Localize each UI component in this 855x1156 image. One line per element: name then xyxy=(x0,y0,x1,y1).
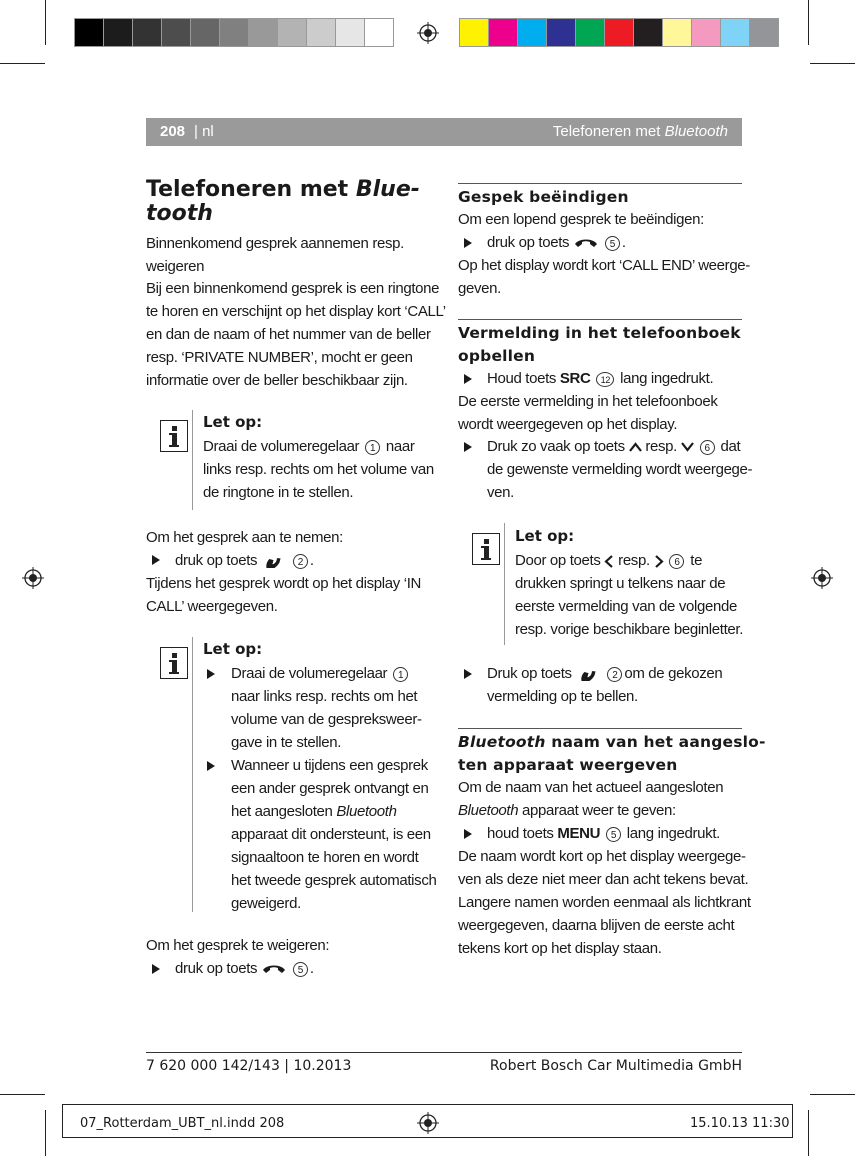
crop-mark xyxy=(45,0,46,45)
chevron-right-icon xyxy=(654,555,664,568)
section-heading-end-call: Gespek beëindigen xyxy=(458,188,629,206)
color-swatch xyxy=(459,18,489,47)
note-heading: Let op: xyxy=(203,413,263,431)
page-header xyxy=(146,118,742,146)
color-swatch xyxy=(633,18,663,47)
bullet-arrow-icon xyxy=(152,964,160,974)
info-icon xyxy=(160,420,188,452)
color-swatch xyxy=(74,18,104,47)
color-swatch xyxy=(488,18,518,47)
info-icon xyxy=(472,533,500,565)
info-icon xyxy=(160,647,188,679)
reject-intro: Om het gesprek te weigeren: xyxy=(146,937,330,954)
phone-hangup-icon xyxy=(573,237,599,249)
note-heading: Let op: xyxy=(203,640,263,658)
section-rule xyxy=(458,319,742,320)
bullet-arrow-icon xyxy=(207,669,215,679)
bullet-arrow-icon xyxy=(464,442,472,452)
bluetooth-intro: Om de naam van het actueel aangesloten Bluetooth apparaat weer te geven: xyxy=(458,779,724,819)
section-heading-bluetooth-name: Bluetooth naam van het aangeslo- ten apparaat weergeven xyxy=(458,733,766,774)
note-heading: Let op: xyxy=(515,527,575,545)
bullet-arrow-icon xyxy=(152,555,160,565)
phonebook-step-1: Houd toets SRC 12 lang ingedrukt. xyxy=(487,370,714,387)
color-swatch xyxy=(662,18,692,47)
color-swatch xyxy=(219,18,249,47)
section-rule xyxy=(458,728,742,729)
bullet-arrow-icon xyxy=(464,669,472,679)
crop-mark xyxy=(0,63,45,64)
phonebook-text: De eerste vermelding in het telefoonboek wordt weergegeven op het display. xyxy=(458,393,718,433)
footer-company: Robert Bosch Car Multimedia GmbH xyxy=(489,1058,742,1074)
accept-step: druk op toets 2 . xyxy=(175,549,314,572)
running-header: Telefoneren met Bluetooth xyxy=(552,123,728,140)
reject-step: druk op toets 5 . xyxy=(175,960,314,977)
chevron-down-icon xyxy=(681,442,694,452)
registration-mark-icon xyxy=(22,567,44,589)
registration-mark-icon xyxy=(417,22,439,44)
note-text: Draai de volumeregelaar 1 naar links resp. rechts om het volume van de ringtone in te stellen. xyxy=(203,438,434,501)
chevron-left-icon xyxy=(604,555,614,568)
note-bullet-second-call: Wanneer u tijdens een gesprek een ander gesprek ontvangt en het aangesloten Bluetooth apparaat dit ondersteunt, is een signaaltoon te horen en wordt het tweede gesprek automatisch geweigerd. xyxy=(231,757,437,912)
color-swatch xyxy=(691,18,721,47)
page-title: Telefoneren met Blue- tooth xyxy=(146,177,420,226)
color-swatch xyxy=(517,18,547,47)
phone-accept-icon xyxy=(576,667,602,681)
bullet-arrow-icon xyxy=(464,829,472,839)
note-text: Door op toets resp. 6 te drukken springt u telkens naar de eerste vermelding van de volgende resp. vorige beschikbare beginletter. xyxy=(515,552,744,638)
note-divider xyxy=(504,523,505,645)
slug-date: 15.10.13 11:30 xyxy=(690,1116,790,1131)
page-number: 208 xyxy=(160,123,186,140)
bluetooth-text: De naam wordt kort op het display weergege- ven als deze niet meer dan acht tekens bevat. Langere namen worden eenmaal als lichtkrant weergegeven, daarna blijven de eerste acht tekens kort op het display staan. xyxy=(458,848,751,957)
subheading-accept-reject: Binnenkomend gesprek aannemen resp. weigeren xyxy=(146,235,404,275)
phone-hangup-icon xyxy=(261,963,287,975)
crop-mark xyxy=(810,1094,855,1095)
crop-mark xyxy=(45,1110,46,1156)
crop-mark xyxy=(808,1110,809,1156)
end-intro: Om een lopend gesprek te beëindigen: xyxy=(458,211,704,228)
registration-mark-icon xyxy=(811,567,833,589)
color-swatch xyxy=(335,18,365,47)
note-bullet-volume: Draai de volumeregelaar 1 naar links resp. rechts om het volume van de gespreksweer- gave in te stellen. xyxy=(231,665,422,751)
language-code: | nl xyxy=(194,123,214,140)
accept-after: Tijdens het gesprek wordt op het display ‘IN CALL’ weergegeven. xyxy=(146,575,422,615)
footer-rule xyxy=(146,1052,742,1053)
color-swatch xyxy=(364,18,394,47)
color-swatch xyxy=(720,18,750,47)
bluetooth-step: houd toets MENU 5 lang ingedrukt. xyxy=(487,825,720,842)
section-heading-phonebook: Vermelding in het telefoonboek opbellen xyxy=(458,324,741,365)
color-swatch xyxy=(277,18,307,47)
crop-mark xyxy=(810,63,855,64)
footer-doc-number: 7 620 000 142/143 | 10.2013 xyxy=(146,1058,352,1074)
color-swatch xyxy=(749,18,779,47)
section-rule xyxy=(458,183,742,184)
end-step: druk op toets 5 . xyxy=(487,234,626,251)
bullet-arrow-icon xyxy=(464,238,472,248)
phonebook-step-2: Druk zo vaak op toets resp. 6 dat de gewenste vermelding wordt weergege- ven. xyxy=(487,438,753,501)
color-swatch xyxy=(248,18,278,47)
crop-mark xyxy=(808,0,809,45)
phonebook-step-3: Druk op toets 2 om de gekozen vermelding op te bellen. xyxy=(487,665,723,705)
chevron-up-icon xyxy=(629,442,642,452)
color-swatch xyxy=(190,18,220,47)
note-divider xyxy=(192,637,193,912)
slug-filename: 07_Rotterdam_UBT_nl.indd 208 xyxy=(80,1116,285,1131)
color-swatch xyxy=(306,18,336,47)
color-swatch xyxy=(575,18,605,47)
phone-accept-icon xyxy=(261,554,287,568)
accept-intro: Om het gesprek aan te nemen: xyxy=(146,529,343,546)
note-divider xyxy=(192,410,193,510)
crop-mark xyxy=(0,1094,45,1095)
color-swatch xyxy=(604,18,634,47)
bullet-arrow-icon xyxy=(464,374,472,384)
color-swatch xyxy=(132,18,162,47)
color-swatch xyxy=(546,18,576,47)
paragraph-incoming-call: Bij een binnenkomend gesprek is een ringtone te horen en verschijnt op het display kort ‘CALL’ en dan de naam of het nummer van de beller resp. ‘PRIVATE NUMBER’, mocht er geen informatie over de beller beschikbaar zijn. xyxy=(146,280,446,389)
color-swatch xyxy=(103,18,133,47)
bullet-arrow-icon xyxy=(207,761,215,771)
end-after: Op het display wordt kort ‘CALL END’ weerge- geven. xyxy=(458,257,750,297)
color-swatch xyxy=(161,18,191,47)
